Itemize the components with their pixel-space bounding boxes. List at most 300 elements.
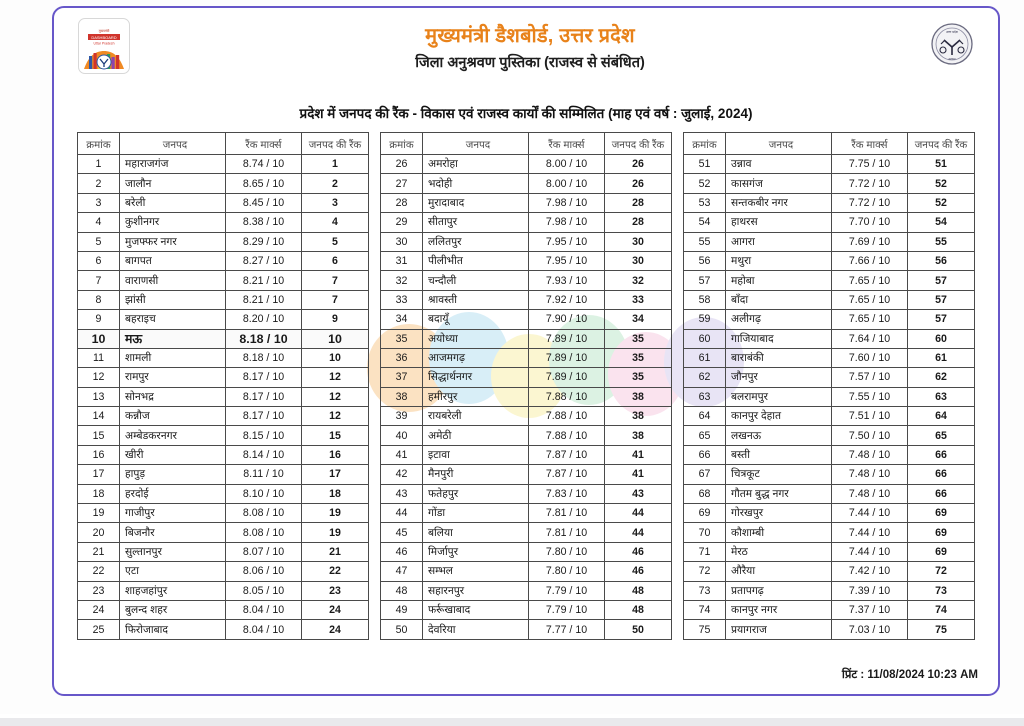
cell-rank-marks: 7.57 / 10 (832, 368, 908, 387)
table-row (78, 387, 369, 406)
cell-district-rank: 15 (302, 426, 369, 445)
table-row (78, 193, 369, 212)
table-row (78, 155, 369, 174)
cell-sno: 57 (684, 271, 726, 290)
table-row (381, 600, 672, 619)
cell-district: मऊ (120, 329, 226, 348)
cell-sno: 18 (78, 484, 120, 503)
cell-sno: 33 (381, 290, 423, 309)
cell-district: आगरा (726, 232, 832, 251)
table-row (78, 581, 369, 600)
table-row (78, 232, 369, 251)
cell-district: फिरोजाबाद (120, 620, 226, 639)
table-row (684, 329, 975, 348)
table-row (78, 348, 369, 367)
cell-district-rank: 32 (605, 271, 672, 290)
cell-district-rank: 26 (605, 174, 672, 193)
cell-rank-marks: 8.20 / 10 (226, 310, 302, 329)
cell-district: सम्भल (423, 562, 529, 581)
rank-table-col-1 (77, 132, 369, 640)
table-row (78, 620, 369, 639)
cell-sno: 32 (381, 271, 423, 290)
cell-district: प्रतापगढ़ (726, 581, 832, 600)
cell-district: बागपत (120, 251, 226, 270)
cell-district: हाथरस (726, 213, 832, 232)
table-row (684, 310, 975, 329)
cell-district: हापुड़ (120, 465, 226, 484)
table-row (78, 484, 369, 503)
table-row (78, 426, 369, 445)
col-header-district: जनपद (120, 133, 226, 155)
cell-district-rank: 28 (605, 213, 672, 232)
cell-district: मिर्जापुर (423, 542, 529, 561)
cell-district: बरेली (120, 193, 226, 212)
col-header-marks: रैंक मार्क्स (226, 133, 302, 155)
cell-district-rank: 35 (605, 348, 672, 367)
cell-sno: 15 (78, 426, 120, 445)
table-row (684, 542, 975, 561)
cell-district-rank: 30 (605, 251, 672, 270)
cell-rank-marks: 8.14 / 10 (226, 445, 302, 464)
cell-district-rank: 50 (605, 620, 672, 639)
cell-rank-marks: 7.87 / 10 (529, 445, 605, 464)
cell-district-rank: 48 (605, 581, 672, 600)
cell-sno: 55 (684, 232, 726, 251)
table-row (381, 387, 672, 406)
cell-district-rank: 72 (908, 562, 975, 581)
col-header-rank: जनपद की रैंक (908, 133, 975, 155)
up-government-emblem (930, 22, 974, 66)
cell-sno: 19 (78, 504, 120, 523)
cell-district: जालौन (120, 174, 226, 193)
table-row (78, 465, 369, 484)
table-row (684, 620, 975, 639)
cell-district: गोंडा (423, 504, 529, 523)
cell-sno: 72 (684, 562, 726, 581)
cell-district-rank: 69 (908, 523, 975, 542)
table-row (78, 329, 369, 348)
table-row (684, 445, 975, 464)
col-header-district: जनपद (726, 133, 832, 155)
cell-sno: 11 (78, 348, 120, 367)
table-row (78, 407, 369, 426)
table-row (381, 232, 672, 251)
cell-sno: 53 (684, 193, 726, 212)
cell-sno: 28 (381, 193, 423, 212)
table-row (381, 484, 672, 503)
table-row (684, 523, 975, 542)
cell-sno: 39 (381, 407, 423, 426)
cell-rank-marks: 8.05 / 10 (226, 581, 302, 600)
cell-district: बाराबंकी (726, 348, 832, 367)
cell-sno: 62 (684, 368, 726, 387)
table-body-1 (78, 155, 369, 640)
cell-rank-marks: 8.21 / 10 (226, 271, 302, 290)
cell-district-rank: 69 (908, 542, 975, 561)
cell-district-rank: 66 (908, 484, 975, 503)
cell-rank-marks: 7.37 / 10 (832, 600, 908, 619)
cell-rank-marks: 8.04 / 10 (226, 620, 302, 639)
cell-district-rank: 23 (302, 581, 369, 600)
table-row (78, 174, 369, 193)
col-header-sno: क्रमांक (684, 133, 726, 155)
table-row (381, 445, 672, 464)
cell-district: बाँदा (726, 290, 832, 309)
cell-rank-marks: 7.93 / 10 (529, 271, 605, 290)
cell-district-rank: 12 (302, 407, 369, 426)
cell-district: गोरखपुर (726, 504, 832, 523)
cell-rank-marks: 7.64 / 10 (832, 329, 908, 348)
cell-district: महाराजगंज (120, 155, 226, 174)
col-header-marks: रैंक मार्क्स (529, 133, 605, 155)
cell-district-rank: 24 (302, 600, 369, 619)
table-row (684, 562, 975, 581)
cell-sno: 73 (684, 581, 726, 600)
cell-district-rank: 38 (605, 407, 672, 426)
cell-rank-marks: 7.51 / 10 (832, 407, 908, 426)
svg-text:DASHBOARD: DASHBOARD (91, 34, 117, 40)
cell-rank-marks: 8.45 / 10 (226, 193, 302, 212)
cell-district: आजमगढ़ (423, 348, 529, 367)
cell-district-rank: 57 (908, 310, 975, 329)
rank-tables-container (54, 132, 998, 640)
cell-district-rank: 48 (605, 600, 672, 619)
cell-rank-marks: 7.88 / 10 (529, 426, 605, 445)
cell-district: एटा (120, 562, 226, 581)
cell-sno: 59 (684, 310, 726, 329)
cell-rank-marks: 7.98 / 10 (529, 193, 605, 212)
cell-sno: 42 (381, 465, 423, 484)
cell-district: चन्दौली (423, 271, 529, 290)
table-row (381, 620, 672, 639)
cell-rank-marks: 8.00 / 10 (529, 174, 605, 193)
cell-district: इटावा (423, 445, 529, 464)
report-heading: प्रदेश में जनपद की रैंक - विकास एवं राजस्व कार्यों की सम्मिलित (माह एवं वर्ष : जुलाई, 2024) (299, 106, 753, 121)
cell-rank-marks: 7.95 / 10 (529, 232, 605, 251)
cell-rank-marks: 7.88 / 10 (529, 387, 605, 406)
table-row (381, 310, 672, 329)
cell-district-rank: 34 (605, 310, 672, 329)
cell-district-rank: 51 (908, 155, 975, 174)
cell-district-rank: 12 (302, 387, 369, 406)
cell-rank-marks: 8.21 / 10 (226, 290, 302, 309)
table-row (684, 600, 975, 619)
cell-district: महोबा (726, 271, 832, 290)
page-subtitle: जिला अनुश्रवण पुस्तिका (राजस्व से संबंधित) (415, 55, 645, 71)
cell-district: शामली (120, 348, 226, 367)
cell-district: रायबरेली (423, 407, 529, 426)
cell-district: उन्नाव (726, 155, 832, 174)
cell-rank-marks: 7.81 / 10 (529, 504, 605, 523)
cell-district-rank: 10 (302, 348, 369, 367)
cell-district: अमेठी (423, 426, 529, 445)
cell-rank-marks: 7.89 / 10 (529, 329, 605, 348)
cell-district-rank: 43 (605, 484, 672, 503)
cell-rank-marks: 8.17 / 10 (226, 368, 302, 387)
page-header (54, 8, 998, 86)
cell-district-rank: 66 (908, 465, 975, 484)
cell-rank-marks: 7.87 / 10 (529, 465, 605, 484)
cell-rank-marks: 7.65 / 10 (832, 310, 908, 329)
cell-district-rank: 35 (605, 368, 672, 387)
cell-rank-marks: 7.80 / 10 (529, 562, 605, 581)
cell-sno: 60 (684, 329, 726, 348)
cell-sno: 44 (381, 504, 423, 523)
cell-sno: 47 (381, 562, 423, 581)
col-header-rank: जनपद की रैंक (302, 133, 369, 155)
header-row (381, 133, 672, 155)
table-row (381, 562, 672, 581)
cell-district-rank: 21 (302, 542, 369, 561)
cell-district-rank: 5 (302, 232, 369, 251)
cell-sno: 8 (78, 290, 120, 309)
cell-district-rank: 54 (908, 213, 975, 232)
table-row (381, 523, 672, 542)
cell-district: अलीगढ़ (726, 310, 832, 329)
cell-district: सुल्तानपुर (120, 542, 226, 561)
table-row (381, 271, 672, 290)
cell-district-rank: 66 (908, 445, 975, 464)
cell-rank-marks: 7.60 / 10 (832, 348, 908, 367)
cell-district: सीतापुर (423, 213, 529, 232)
cell-district: सहारनपुर (423, 581, 529, 600)
cell-district-rank: 44 (605, 523, 672, 542)
table-row (78, 504, 369, 523)
col-header-rank: जनपद की रैंक (605, 133, 672, 155)
cell-district-rank: 24 (302, 620, 369, 639)
up-emblem-icon (930, 22, 974, 66)
cell-rank-marks: 7.90 / 10 (529, 310, 605, 329)
cell-district-rank: 30 (605, 232, 672, 251)
table-row (381, 426, 672, 445)
cell-sno: 13 (78, 387, 120, 406)
cell-rank-marks: 7.89 / 10 (529, 368, 605, 387)
cell-district: मुजफ्फर नगर (120, 232, 226, 251)
cell-district-rank: 16 (302, 445, 369, 464)
cell-rank-marks: 7.03 / 10 (832, 620, 908, 639)
cell-rank-marks: 7.39 / 10 (832, 581, 908, 600)
table-row (78, 542, 369, 561)
cell-sno: 69 (684, 504, 726, 523)
table-row (381, 504, 672, 523)
cell-district-rank: 61 (908, 348, 975, 367)
col-header-sno: क्रमांक (78, 133, 120, 155)
cell-rank-marks: 8.15 / 10 (226, 426, 302, 445)
cell-sno: 67 (684, 465, 726, 484)
cell-district: मुरादाबाद (423, 193, 529, 212)
cell-district: पीलीभीत (423, 251, 529, 270)
cell-rank-marks: 7.77 / 10 (529, 620, 605, 639)
cell-district-rank: 38 (605, 426, 672, 445)
cell-sno: 43 (381, 484, 423, 503)
cell-rank-marks: 7.44 / 10 (832, 542, 908, 561)
title-block (130, 24, 930, 72)
cell-rank-marks: 7.75 / 10 (832, 155, 908, 174)
cell-district-rank: 10 (302, 329, 369, 348)
cell-sno: 20 (78, 523, 120, 542)
cell-sno: 22 (78, 562, 120, 581)
cell-district: कानपुर देहात (726, 407, 832, 426)
cell-rank-marks: 8.00 / 10 (529, 155, 605, 174)
cell-sno: 66 (684, 445, 726, 464)
cm-dashboard-logo-icon (80, 23, 128, 73)
cell-district: कानपुर नगर (726, 600, 832, 619)
cell-district-rank: 9 (302, 310, 369, 329)
cell-district: सिद्धार्थनगर (423, 368, 529, 387)
cell-district: झांसी (120, 290, 226, 309)
cell-sno: 50 (381, 620, 423, 639)
table-row (381, 368, 672, 387)
cell-rank-marks: 8.07 / 10 (226, 542, 302, 561)
cell-district: अयोध्या (423, 329, 529, 348)
cell-district-rank: 2 (302, 174, 369, 193)
cell-sno: 63 (684, 387, 726, 406)
cell-rank-marks: 7.48 / 10 (832, 445, 908, 464)
table-row (684, 426, 975, 445)
cell-rank-marks: 7.70 / 10 (832, 213, 908, 232)
cell-rank-marks: 7.65 / 10 (832, 271, 908, 290)
cell-sno: 26 (381, 155, 423, 174)
table-row (684, 251, 975, 270)
cell-rank-marks: 8.04 / 10 (226, 600, 302, 619)
table-row (78, 251, 369, 270)
table-row (684, 155, 975, 174)
table-row (684, 484, 975, 503)
table-row (684, 504, 975, 523)
table-row (684, 348, 975, 367)
cell-rank-marks: 7.44 / 10 (832, 523, 908, 542)
cell-district-rank: 75 (908, 620, 975, 639)
table-header-1 (78, 133, 369, 155)
cell-district-rank: 63 (908, 387, 975, 406)
cell-district: बस्ती (726, 445, 832, 464)
document-frame (52, 6, 1000, 696)
cell-rank-marks: 7.55 / 10 (832, 387, 908, 406)
table-row (381, 348, 672, 367)
table-row (381, 407, 672, 426)
table-row (684, 232, 975, 251)
cell-sno: 58 (684, 290, 726, 309)
cell-district-rank: 44 (605, 504, 672, 523)
cell-sno: 4 (78, 213, 120, 232)
table-row (684, 387, 975, 406)
cell-district: कुशीनगर (120, 213, 226, 232)
cell-rank-marks: 8.29 / 10 (226, 232, 302, 251)
cell-district: कन्नौज (120, 407, 226, 426)
cell-sno: 56 (684, 251, 726, 270)
cell-sno: 9 (78, 310, 120, 329)
cell-district: जौनपुर (726, 368, 832, 387)
cell-sno: 23 (78, 581, 120, 600)
cell-sno: 61 (684, 348, 726, 367)
cell-district: मेरठ (726, 542, 832, 561)
cell-sno: 68 (684, 484, 726, 503)
cell-district-rank: 38 (605, 387, 672, 406)
table-row (684, 465, 975, 484)
table-row (684, 407, 975, 426)
cell-rank-marks: 8.08 / 10 (226, 523, 302, 542)
table-row (684, 271, 975, 290)
table-row (381, 329, 672, 348)
cell-rank-marks: 7.79 / 10 (529, 600, 605, 619)
cell-sno: 49 (381, 600, 423, 619)
cell-sno: 25 (78, 620, 120, 639)
cell-district-rank: 52 (908, 193, 975, 212)
cell-sno: 14 (78, 407, 120, 426)
cell-district: बदायूँ (423, 310, 529, 329)
cell-district: औरैया (726, 562, 832, 581)
col-header-marks: रैंक मार्क्स (832, 133, 908, 155)
cell-district-rank: 7 (302, 271, 369, 290)
cell-sno: 21 (78, 542, 120, 561)
cell-sno: 7 (78, 271, 120, 290)
cell-district: अम्बेडकरनगर (120, 426, 226, 445)
cell-rank-marks: 8.65 / 10 (226, 174, 302, 193)
cell-sno: 52 (684, 174, 726, 193)
cell-sno: 17 (78, 465, 120, 484)
table-row (78, 271, 369, 290)
svg-text:उत्तर प्रदेश: उत्तर प्रदेश (946, 30, 958, 34)
cell-district-rank: 57 (908, 290, 975, 309)
table-row (78, 445, 369, 464)
cell-district-rank: 28 (605, 193, 672, 212)
cell-rank-marks: 7.48 / 10 (832, 465, 908, 484)
cell-rank-marks: 7.92 / 10 (529, 290, 605, 309)
table-row (381, 290, 672, 309)
cell-sno: 2 (78, 174, 120, 193)
table-row (78, 310, 369, 329)
page-title: मुख्यमंत्री डैशबोर्ड, उत्तर प्रदेश (425, 25, 635, 47)
cell-rank-marks: 8.18 / 10 (226, 329, 302, 348)
cell-sno: 6 (78, 251, 120, 270)
cell-sno: 3 (78, 193, 120, 212)
cell-rank-marks: 7.44 / 10 (832, 504, 908, 523)
rank-table-col-2 (380, 132, 672, 640)
cell-rank-marks: 7.95 / 10 (529, 251, 605, 270)
cell-district-rank: 73 (908, 581, 975, 600)
cell-district: खीरी (120, 445, 226, 464)
cell-rank-marks: 7.81 / 10 (529, 523, 605, 542)
cell-district: ललितपुर (423, 232, 529, 251)
cell-district-rank: 41 (605, 445, 672, 464)
cell-rank-marks: 7.88 / 10 (529, 407, 605, 426)
cell-district: श्रावस्ती (423, 290, 529, 309)
table-row (78, 368, 369, 387)
cell-sno: 71 (684, 542, 726, 561)
cell-rank-marks: 7.89 / 10 (529, 348, 605, 367)
cell-rank-marks: 7.80 / 10 (529, 542, 605, 561)
table-row (381, 251, 672, 270)
cell-district: रामपुर (120, 368, 226, 387)
cell-sno: 54 (684, 213, 726, 232)
table-row (78, 523, 369, 542)
cell-district: देवरिया (423, 620, 529, 639)
header-row (78, 133, 369, 155)
print-timestamp: प्रिंट : 11/08/2024 10:23 AM (841, 669, 978, 681)
cell-district: वाराणसी (120, 271, 226, 290)
cell-sno: 41 (381, 445, 423, 464)
cell-sno: 5 (78, 232, 120, 251)
cell-rank-marks: 7.50 / 10 (832, 426, 908, 445)
table-row (684, 174, 975, 193)
cell-district: बलिया (423, 523, 529, 542)
cell-district-rank: 55 (908, 232, 975, 251)
cell-district-rank: 74 (908, 600, 975, 619)
col-header-sno: क्रमांक (381, 133, 423, 155)
cell-district-rank: 62 (908, 368, 975, 387)
cell-sno: 74 (684, 600, 726, 619)
cell-rank-marks: 8.06 / 10 (226, 562, 302, 581)
